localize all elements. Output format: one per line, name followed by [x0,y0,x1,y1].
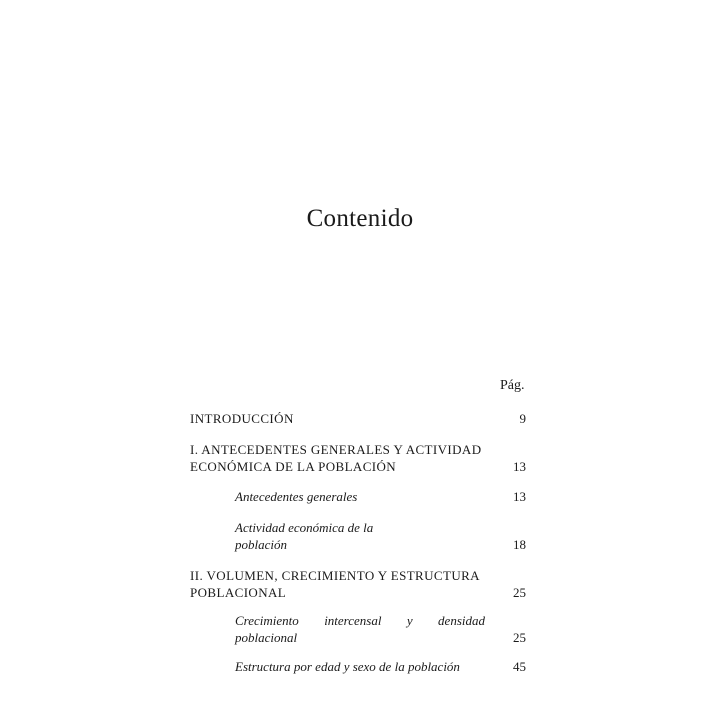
toc-subentry-estructura [190,658,526,675]
page-column-header: Pág. [500,378,525,393]
toc-entry-title-line: poblacional [235,630,298,645]
toc-entry-introduccion [190,410,526,427]
toc-entry-title-line: POBLACIONAL [190,585,287,600]
toc-entry-title: Estructura por edad y sexo de la población [235,659,460,674]
toc-entry-title-line: población [235,537,287,552]
toc-entry-title-line: ECONÓMICA DE LA POBLACIÓN [190,459,397,474]
toc-entry-page: 18 [513,537,526,552]
toc-subentry-actividad [190,519,526,553]
toc-entry-title: INTRODUCCIÓN [190,411,294,426]
toc-entry-title-line: I. ANTECEDENTES GENERALES Y ACTIVIDAD [190,442,482,457]
toc-entry-page: 13 [513,459,526,474]
toc-entry-page: 45 [513,659,526,674]
toc-entry-page: 9 [519,411,526,426]
toc-entry-page: 25 [513,585,526,600]
toc-entry-page: 13 [513,489,526,504]
toc-subentry-crecimiento [190,612,526,646]
toc-entry-chapter-2 [190,567,526,601]
toc-entry-chapter-1 [190,441,526,475]
toc-subentry-antecedentes [190,488,526,505]
toc-entry-title-line: Actividad económica de la [235,520,374,535]
toc-entry-page: 25 [513,630,526,645]
toc-entry-title-line: II. VOLUMEN, CRECIMIENTO Y ESTRUCTURA [190,568,480,583]
toc-entry-title-line: Crecimiento intercensal y densidad [235,613,485,628]
page-title: Contenido [306,205,414,232]
toc-entry-title: Antecedentes generales [235,489,358,504]
